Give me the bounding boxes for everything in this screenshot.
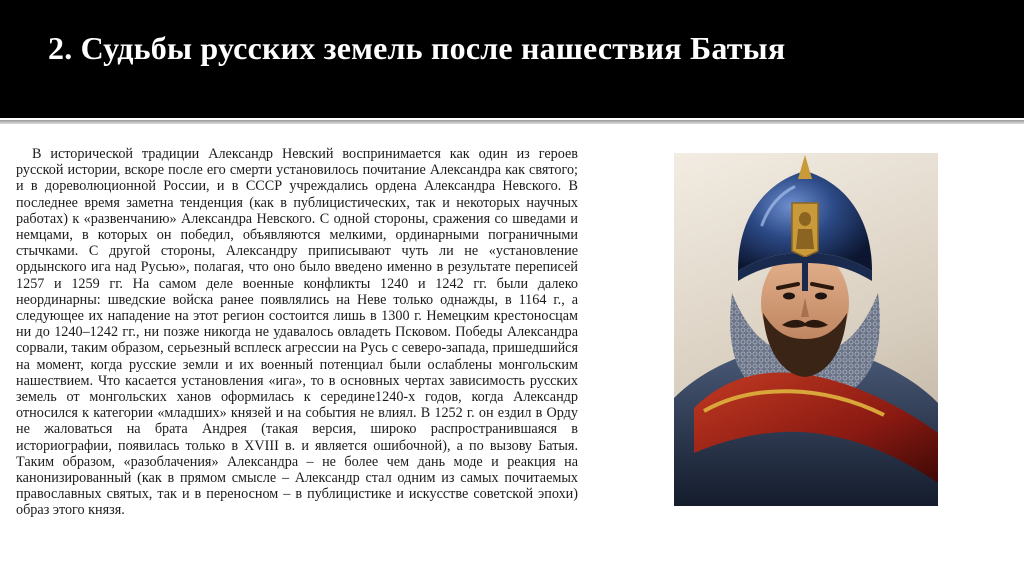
portrait-painting-icon xyxy=(674,153,938,506)
portrait-image xyxy=(674,153,938,506)
body-paragraph: В исторической традиции Александр Невский воспринимается как один из героев русской истории, вскоре после его смерти установилось почитание Александра как святого; и в дореволюционной России, и в СССР учреждались ордена Александра Невского. В последнее время заметна тенденция (как в публицистических, так и некоторых научных работах) к «развенчанию» Александра Невского. С одной стороны, сражения со шведами и немцами, в которых он победил, объявляются мелкими, ординарными пограничными стычками. С другой стороны, Александру приписывают чуть ли не «установление ордынского ига над Русью», полагая, что оно было введено именно в результате переписей 1257 и 1259 гг. На самом деле военные конфликты 1240 и 1242 гг. были далеко неординарны: шведские войска ранее появлялись на Неве только однажды, в 1164 г., а следующее их нападение на этот регион состоится лишь в 1300 г. Немецким крестоносцам ни до 1240–1242 гг., ни позже никогда не удавалось овладеть Псковом. Победы Александра сорвали, таким образом, серьезный всплеск агрессии на Русь с северо-запада, пришедшийся на момент, когда русские земли и их военный потенциал были ослаблены монгольским нашествием. Что касается установления «ига», то в основных чертах зависимость русских земель от монгольских ханов оформилась к середине1240-х годов, когда Александр относился к категории «младших» князей и на события не влиял. В 1252 г. он ездил в Орду не жаловаться на брата Андрея (такая версия, широко распространившаяся в историографии, появилась только в XVIII в. и является ошибочной), а по вызову Батыя. Таким образом, «разоблачения» Александра – не более чем дань моде и реакция на канонизированный (как в прямом смысле – Александр стал одним из самых почитаемых православных святых, так и в переносном – в публицистике и искусстве советской эпохи) образ этого князя. xyxy=(16,146,578,519)
slide-title: 2. Судьбы русских земель после нашествия Батыя xyxy=(48,30,786,66)
title-divider xyxy=(0,120,1024,124)
title-band xyxy=(0,0,1024,118)
